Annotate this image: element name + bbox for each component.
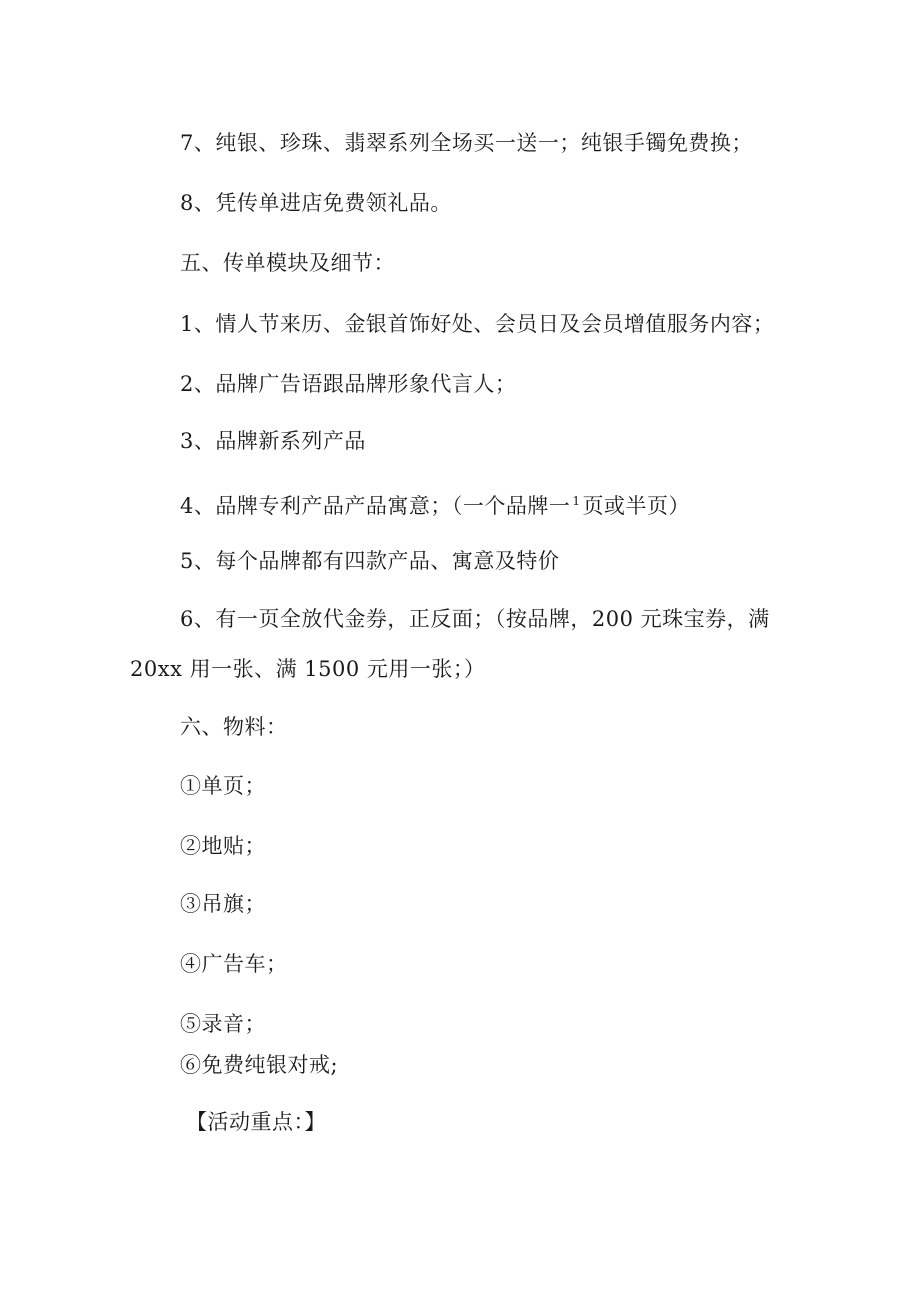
list-item-7: 7、纯银、珍珠、翡翠系列全场买一送一；纯银手镯免费换； (180, 131, 753, 155)
section5-item-4-text: 4、品牌专利产品产品寓意；（一个品牌一 (180, 494, 571, 518)
focus-heading: 【活动重点：】 (186, 1110, 326, 1134)
material-item-3: ③吊旗； (180, 892, 266, 916)
section5-item-4 (180, 486, 690, 521)
section5-item-5: 5、每个品牌都有四款产品、寓意及特价 (180, 549, 560, 573)
material-item-6: ⑥免费纯银对戒; (180, 1053, 339, 1077)
section5-item-4-text-end: 页或半页） (582, 494, 690, 518)
section-heading-6: 六、物料： (180, 715, 288, 739)
section5-item-2: 2、品牌广告语跟品牌形象代言人； (180, 372, 517, 396)
section5-item-6-line1: 6、有一页全放代金券，正反面；（按品牌，200 元珠宝券，满 (180, 607, 770, 631)
section-heading-5: 五、传单模块及细节： (180, 251, 395, 275)
section5-item-4-superscript: 1 (572, 494, 581, 508)
material-item-2: ②地贴； (180, 834, 266, 858)
material-item-4: ④广告车； (180, 952, 288, 976)
material-item-1: ①单页； (180, 774, 266, 798)
section5-item-1: 1、情人节来历、金银首饰好处、会员日及会员增值服务内容； (180, 312, 775, 336)
section5-item-3: 3、品牌新系列产品 (180, 429, 366, 453)
material-item-5: ⑤录音； (180, 1012, 266, 1036)
section5-item-6-line2: 20xx 用一张、满 1500 元用一张；） (130, 657, 486, 681)
list-item-8: 8、凭传单进店免费领礼品。 (180, 191, 452, 215)
